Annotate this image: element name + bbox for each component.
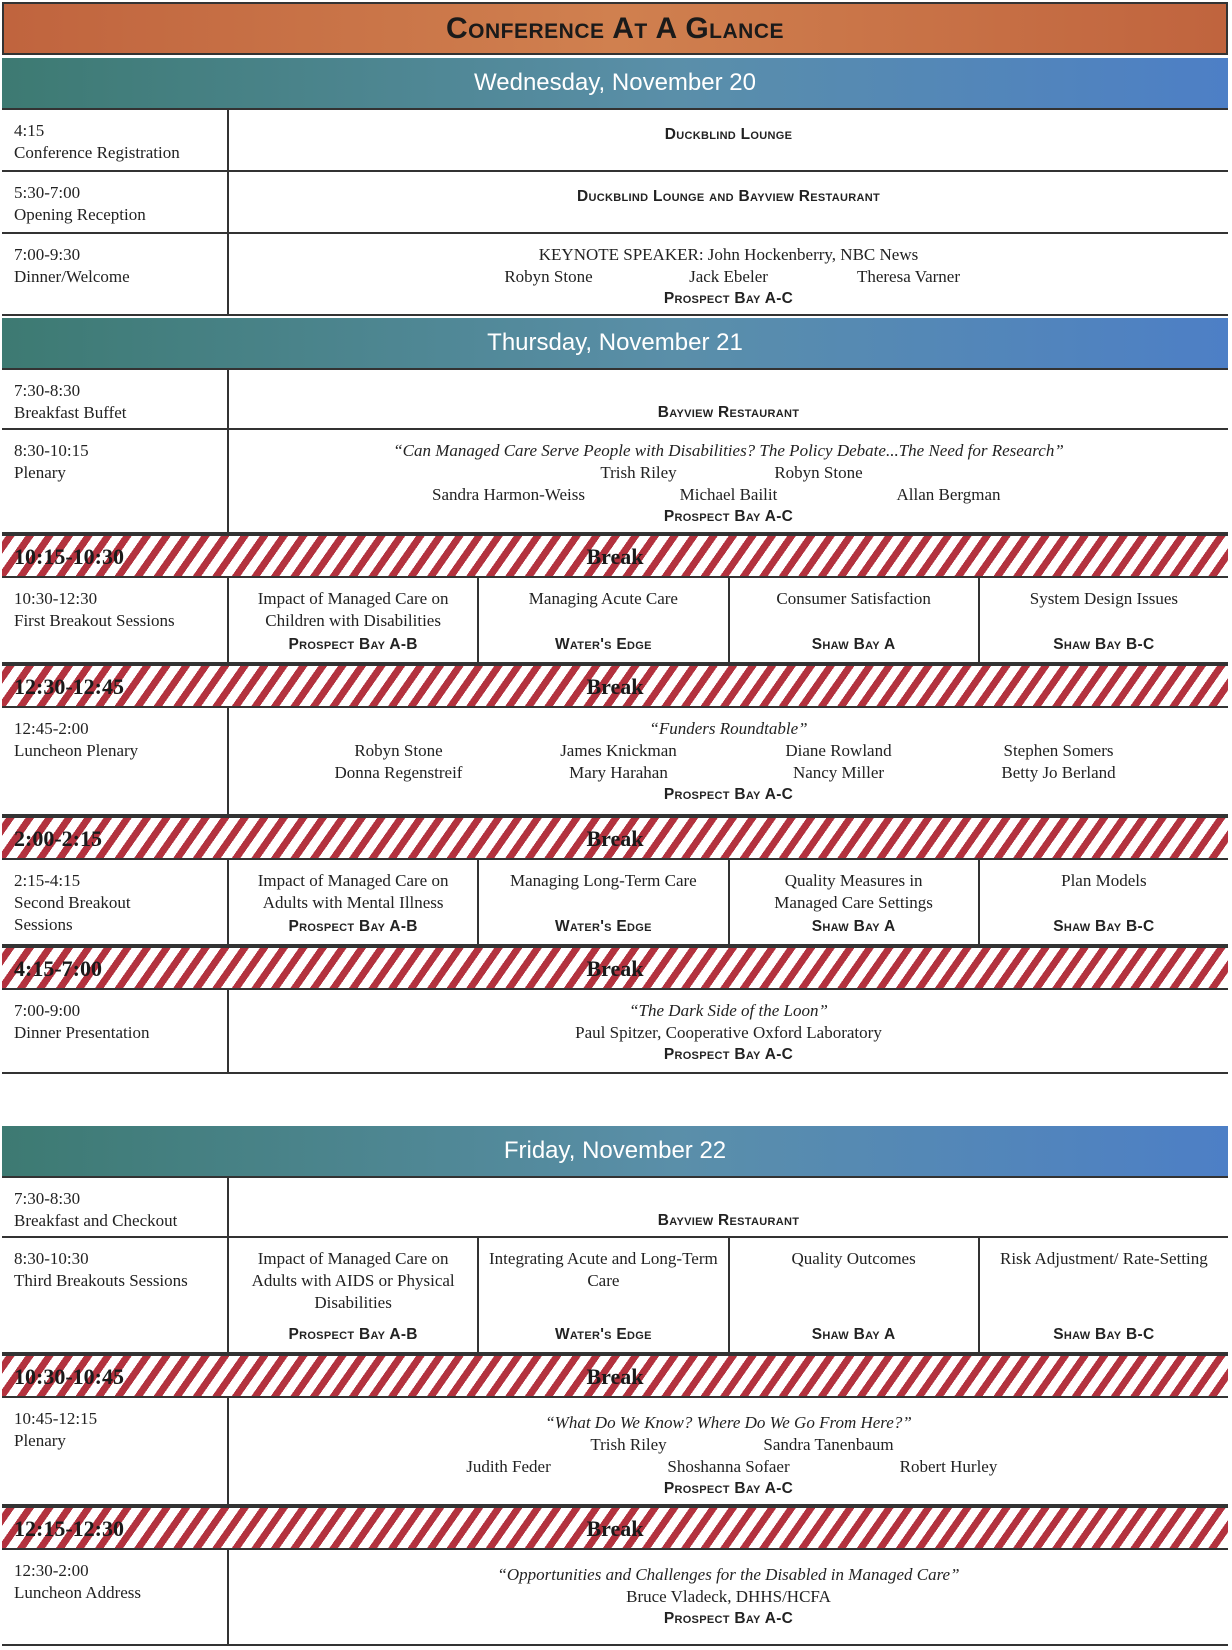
location: Water's Edge bbox=[554, 918, 652, 935]
event-name: Opening Reception bbox=[14, 205, 146, 224]
break-time: 12:30-12:45 bbox=[14, 674, 124, 699]
event-name: Second Breakout Sessions bbox=[14, 893, 131, 934]
session-title: Consumer Satisfaction bbox=[776, 589, 931, 608]
breakout-session bbox=[229, 860, 477, 944]
keynote-line: KEYNOTE SPEAKER: John Hockenberry, NBC News bbox=[538, 245, 919, 264]
break-row bbox=[2, 1354, 1228, 1398]
speaker: Allan Bergman bbox=[896, 485, 1001, 504]
speaker: Sandra Harmon-Weiss bbox=[431, 485, 585, 504]
break-label: Break bbox=[586, 956, 644, 981]
speaker: Shoshanna Sofaer bbox=[667, 1457, 790, 1476]
location: Shaw Bay B-C bbox=[1053, 636, 1155, 653]
time-cell bbox=[2, 578, 229, 662]
breakout-sessions bbox=[229, 1238, 1228, 1352]
details-cell bbox=[229, 1550, 1228, 1644]
speaker-names bbox=[229, 762, 1228, 784]
time-cell bbox=[2, 430, 229, 532]
location: Shaw Bay A bbox=[811, 636, 896, 653]
day-header-friday: Friday, November 22 bbox=[2, 1126, 1228, 1176]
details-cell bbox=[229, 1398, 1228, 1504]
location: Prospect Bay A-C bbox=[663, 786, 794, 803]
time-slot: 7:00-9:30 bbox=[14, 245, 81, 264]
schedule-row bbox=[2, 1176, 1228, 1238]
breakout-session bbox=[477, 860, 727, 944]
break-time: 4:15-7:00 bbox=[14, 956, 102, 981]
break-row bbox=[2, 946, 1228, 990]
event-name: Breakfast and Checkout bbox=[14, 1211, 178, 1230]
break-row bbox=[2, 664, 1228, 708]
speaker: Robert Hurley bbox=[899, 1457, 998, 1476]
session-title-quote: “Can Managed Care Serve People with Disabilities? The Policy Debate...The Need for Research” bbox=[393, 441, 1064, 460]
day-header-wednesday: Wednesday, November 20 bbox=[2, 58, 1228, 108]
event-name: Breakfast Buffet bbox=[14, 403, 127, 422]
event-name: First Breakout Sessions bbox=[14, 611, 175, 630]
breakout-session bbox=[229, 1238, 477, 1352]
session-title-quote: “Opportunities and Challenges for the Disabled in Managed Care” bbox=[497, 1565, 960, 1584]
schedule-row bbox=[2, 578, 1228, 664]
time-slot: 2:15-4:15 bbox=[14, 871, 81, 890]
session-title: Managing Acute Care bbox=[528, 589, 678, 608]
speaker: Robyn Stone bbox=[774, 463, 863, 482]
speaker: Michael Bailit bbox=[679, 485, 778, 504]
speaker: Jack Ebeler bbox=[689, 267, 768, 286]
details-cell bbox=[229, 370, 1228, 428]
break-time: 12:15-12:30 bbox=[14, 1516, 124, 1541]
time-slot: 12:30-2:00 bbox=[14, 1561, 89, 1580]
speaker: Trish Riley bbox=[600, 463, 677, 482]
details-cell bbox=[229, 172, 1228, 232]
session-title: Managing Long-Term Care bbox=[510, 871, 697, 890]
event-name: Luncheon Address bbox=[14, 1583, 142, 1602]
breakout-session bbox=[728, 860, 978, 944]
location: Shaw Bay B-C bbox=[1053, 918, 1155, 935]
schedule-row bbox=[2, 1550, 1228, 1646]
location: Water's Edge bbox=[554, 1326, 652, 1343]
location: Duckblind Lounge bbox=[664, 126, 793, 143]
details-cell bbox=[229, 234, 1228, 314]
time-slot: 10:45-12:15 bbox=[14, 1409, 98, 1428]
speaker-names bbox=[229, 484, 1228, 506]
time-slot: 7:30-8:30 bbox=[14, 1189, 81, 1208]
time-slot: 12:45-2:00 bbox=[14, 719, 89, 738]
break-row bbox=[2, 1506, 1228, 1550]
breakout-session bbox=[978, 1238, 1228, 1352]
location: Shaw Bay A bbox=[811, 918, 896, 935]
time-slot: 10:30-12:30 bbox=[14, 589, 98, 608]
speaker: Robyn Stone bbox=[504, 267, 593, 286]
event-name: Plenary bbox=[14, 463, 66, 482]
time-cell bbox=[2, 172, 229, 232]
time-cell bbox=[2, 1238, 229, 1352]
schedule-row bbox=[2, 1398, 1228, 1506]
session-title: Plan Models bbox=[1061, 871, 1147, 890]
time-slot: 8:30-10:30 bbox=[14, 1249, 89, 1268]
event-name: Dinner Presentation bbox=[14, 1023, 150, 1042]
break-label: Break bbox=[586, 826, 644, 851]
speaker-names bbox=[229, 462, 1228, 484]
location: Prospect Bay A-C bbox=[663, 1610, 794, 1627]
location: Prospect Bay A-B bbox=[288, 1326, 418, 1343]
event-name: Dinner/Welcome bbox=[14, 267, 130, 286]
session-title-quote: “Funders Roundtable” bbox=[649, 719, 808, 738]
location: Bayview Restaurant bbox=[657, 404, 800, 421]
location: Shaw Bay B-C bbox=[1053, 1326, 1155, 1343]
details-cell bbox=[229, 430, 1228, 532]
schedule-row bbox=[2, 990, 1228, 1074]
time-slot: 8:30-10:15 bbox=[14, 441, 89, 460]
time-cell bbox=[2, 110, 229, 170]
session-title: Integrating Acute and Long-Term Care bbox=[489, 1249, 718, 1290]
time-cell bbox=[2, 1398, 229, 1504]
speaker-names bbox=[229, 740, 1228, 762]
page-title: Conference At A Glance bbox=[2, 2, 1228, 55]
details-cell bbox=[229, 990, 1228, 1072]
speaker: Bruce Vladeck, DHHS/HCFA bbox=[626, 1587, 831, 1606]
break-label: Break bbox=[586, 1364, 644, 1389]
speaker: Nancy Miller bbox=[792, 763, 885, 782]
speaker: Trish Riley bbox=[590, 1435, 667, 1454]
breakout-session bbox=[978, 860, 1228, 944]
speaker: Diane Rowland bbox=[785, 741, 892, 760]
schedule-row bbox=[2, 234, 1228, 316]
breakout-session bbox=[728, 578, 978, 662]
time-cell bbox=[2, 708, 229, 814]
schedule-row bbox=[2, 172, 1228, 234]
speaker-names bbox=[229, 1434, 1228, 1456]
location: Bayview Restaurant bbox=[657, 1212, 800, 1229]
speaker: Judith Feder bbox=[466, 1457, 551, 1476]
session-title-quote: “The Dark Side of the Loon” bbox=[629, 1001, 828, 1020]
break-label: Break bbox=[586, 674, 644, 699]
location: Water's Edge bbox=[554, 636, 652, 653]
schedule-row bbox=[2, 430, 1228, 534]
location: Prospect Bay A-C bbox=[663, 290, 794, 307]
event-name: Third Breakouts Sessions bbox=[14, 1271, 188, 1290]
session-title-quote: “What Do We Know? Where Do We Go From Here?” bbox=[545, 1413, 912, 1432]
break-label: Break bbox=[586, 544, 644, 569]
day-header-thursday: Thursday, November 21 bbox=[2, 318, 1228, 368]
speaker: Mary Harahan bbox=[569, 763, 668, 782]
break-row bbox=[2, 534, 1228, 578]
speaker-names bbox=[229, 1456, 1228, 1478]
break-time: 2:00-2:15 bbox=[14, 826, 102, 851]
location: Prospect Bay A-B bbox=[288, 636, 418, 653]
details-cell bbox=[229, 1178, 1228, 1236]
speaker: Betty Jo Berland bbox=[1001, 763, 1116, 782]
time-slot: 7:30-8:30 bbox=[14, 381, 81, 400]
time-cell bbox=[2, 990, 229, 1072]
breakout-session bbox=[477, 578, 727, 662]
time-slot: 5:30-7:00 bbox=[14, 183, 81, 202]
session-title: System Design Issues bbox=[1029, 589, 1179, 608]
speaker: Sandra Tanenbaum bbox=[763, 1435, 894, 1454]
break-row bbox=[2, 816, 1228, 860]
speaker: Robyn Stone bbox=[354, 741, 443, 760]
time-cell bbox=[2, 1550, 229, 1644]
time-cell bbox=[2, 860, 229, 944]
details-cell bbox=[229, 110, 1228, 170]
breakout-session bbox=[229, 578, 477, 662]
session-title: Quality Measures in Managed Care Settings bbox=[774, 871, 933, 912]
location: Prospect Bay A-B bbox=[288, 918, 418, 935]
breakout-session bbox=[477, 1238, 727, 1352]
session-title: Impact of Managed Care on Adults with AIDS or Physical Disabilities bbox=[251, 1249, 455, 1312]
location: Prospect Bay A-C bbox=[663, 1480, 794, 1497]
speaker: Paul Spitzer, Cooperative Oxford Laboratory bbox=[575, 1023, 882, 1042]
speaker: James Knickman bbox=[560, 741, 677, 760]
location: Shaw Bay A bbox=[811, 1326, 896, 1343]
details-cell bbox=[229, 708, 1228, 814]
time-cell bbox=[2, 234, 229, 314]
time-slot: 7:00-9:00 bbox=[14, 1001, 81, 1020]
schedule-row bbox=[2, 108, 1228, 172]
location: Prospect Bay A-C bbox=[663, 1046, 794, 1063]
break-label: Break bbox=[586, 1516, 644, 1541]
schedule-row bbox=[2, 708, 1228, 816]
location: Duckblind Lounge and Bayview Restaurant bbox=[577, 188, 880, 205]
break-time: 10:30-10:45 bbox=[14, 1364, 124, 1389]
session-title: Impact of Managed Care on Children with Disabilities bbox=[257, 589, 449, 630]
break-time: 10:15-10:30 bbox=[14, 544, 124, 569]
schedule-row bbox=[2, 368, 1228, 430]
time-slot: 4:15 bbox=[14, 121, 45, 140]
speaker: Theresa Varner bbox=[856, 267, 961, 286]
event-name: Conference Registration bbox=[14, 143, 180, 162]
breakout-session bbox=[978, 578, 1228, 662]
speaker: Donna Regenstreif bbox=[334, 763, 463, 782]
speaker-names bbox=[229, 266, 1228, 288]
breakout-session bbox=[728, 1238, 978, 1352]
session-title: Impact of Managed Care on Adults with Mental Illness bbox=[257, 871, 449, 912]
breakout-sessions bbox=[229, 578, 1228, 662]
session-title: Quality Outcomes bbox=[791, 1249, 916, 1268]
location: Prospect Bay A-C bbox=[663, 508, 794, 525]
time-cell bbox=[2, 370, 229, 428]
event-name: Luncheon Plenary bbox=[14, 741, 139, 760]
breakout-sessions bbox=[229, 860, 1228, 944]
event-name: Plenary bbox=[14, 1431, 66, 1450]
session-title: Risk Adjustment/ Rate-Setting bbox=[999, 1249, 1208, 1268]
schedule-row bbox=[2, 1238, 1228, 1354]
schedule-row bbox=[2, 860, 1228, 946]
speaker: Stephen Somers bbox=[1003, 741, 1114, 760]
time-cell bbox=[2, 1178, 229, 1236]
